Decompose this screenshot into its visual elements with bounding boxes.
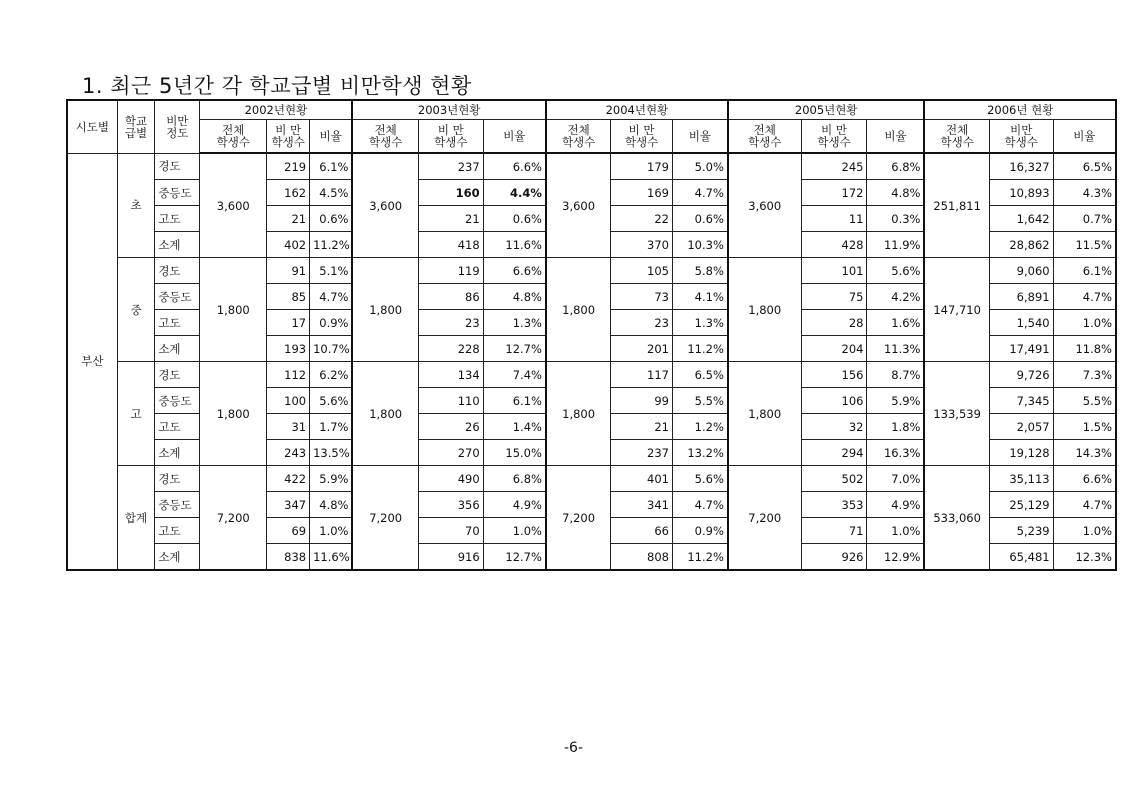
ratio-cell: 11.6%	[483, 232, 546, 258]
header-sub-row	[67, 120, 1116, 154]
ratio-cell: 8.7%	[867, 362, 925, 388]
header-ratio: 비율	[867, 120, 925, 154]
total-students-cell: 3,600	[546, 153, 611, 258]
ratio-cell: 12.9%	[867, 544, 925, 571]
obese-count-cell: 23	[418, 310, 483, 336]
obese-count-cell: 134	[418, 362, 483, 388]
ratio-cell: 6.8%	[483, 466, 546, 492]
table-row	[67, 362, 1116, 388]
degree-cell: 소계	[155, 544, 200, 571]
total-students-cell: 1,800	[546, 258, 611, 362]
ratio-cell: 0.6%	[483, 206, 546, 232]
school-level-cell: 중	[117, 258, 155, 362]
ratio-cell: 15.0%	[483, 440, 546, 466]
ratio-cell: 6.6%	[483, 258, 546, 284]
header-total-students: 전체 학생수	[728, 120, 801, 154]
ratio-cell: 4.7%	[1053, 284, 1116, 310]
ratio-cell: 1.4%	[483, 414, 546, 440]
ratio-cell: 6.6%	[483, 153, 546, 180]
obese-count-cell: 270	[418, 440, 483, 466]
ratio-cell: 4.9%	[483, 492, 546, 518]
ratio-cell: 11.2%	[310, 232, 353, 258]
page-number: -6-	[563, 740, 583, 756]
ratio-cell: 7.0%	[867, 466, 925, 492]
ratio-cell: 1.7%	[310, 414, 353, 440]
obese-count-cell: 245	[801, 153, 867, 180]
degree-cell: 중등도	[155, 284, 200, 310]
header-total-students: 전체 학생수	[924, 120, 989, 154]
obese-count-cell: 179	[611, 153, 673, 180]
obese-count-cell: 26	[418, 414, 483, 440]
obese-count-cell: 370	[611, 232, 673, 258]
ratio-cell: 13.5%	[310, 440, 353, 466]
table-row	[67, 466, 1116, 492]
ratio-cell: 11.2%	[672, 544, 727, 571]
obese-count-cell: 2,057	[989, 414, 1053, 440]
obese-count-cell: 112	[267, 362, 310, 388]
header-obese-students: 비 만 학생수	[418, 120, 483, 154]
obese-count-cell: 11	[801, 206, 867, 232]
ratio-cell: 7.4%	[483, 362, 546, 388]
obese-count-cell: 162	[267, 180, 310, 206]
ratio-cell: 4.5%	[310, 180, 353, 206]
obese-count-cell: 21	[267, 206, 310, 232]
obese-count-cell: 105	[611, 258, 673, 284]
page-title: 1. 최근 5년간 각 학교급별 비만학생 현황	[82, 74, 472, 98]
table-row	[67, 153, 1116, 180]
region-cell: 부산	[67, 153, 117, 570]
total-students-cell: 7,200	[352, 466, 418, 571]
ratio-cell: 4.7%	[310, 284, 353, 310]
ratio-cell: 1.6%	[867, 310, 925, 336]
ratio-cell: 5.6%	[310, 388, 353, 414]
obese-count-cell: 926	[801, 544, 867, 571]
obese-count-cell: 119	[418, 258, 483, 284]
header-school-level: 학교 급별	[117, 100, 155, 153]
total-students-cell: 3,600	[352, 153, 418, 258]
header-obesity-degree: 비만 정도	[155, 100, 200, 153]
obese-count-cell: 490	[418, 466, 483, 492]
ratio-cell: 0.9%	[672, 518, 727, 544]
degree-cell: 경도	[155, 466, 200, 492]
obese-count-cell: 23	[611, 310, 673, 336]
obese-count-cell: 71	[801, 518, 867, 544]
obese-count-cell: 65,481	[989, 544, 1053, 571]
total-students-cell: 1,800	[200, 258, 267, 362]
obese-count-cell: 353	[801, 492, 867, 518]
ratio-cell: 5.6%	[672, 466, 727, 492]
ratio-cell: 5.5%	[672, 388, 727, 414]
ratio-cell: 0.6%	[672, 206, 727, 232]
obese-count-cell: 237	[418, 153, 483, 180]
degree-cell: 경도	[155, 258, 200, 284]
ratio-cell: 5.9%	[867, 388, 925, 414]
obese-count-cell: 172	[801, 180, 867, 206]
ratio-cell: 12.3%	[1053, 544, 1116, 571]
total-students-cell: 1,800	[728, 362, 801, 466]
ratio-cell: 4.7%	[1053, 492, 1116, 518]
obese-count-cell: 117	[611, 362, 673, 388]
degree-cell: 중등도	[155, 180, 200, 206]
header-year: 2003년현황	[352, 100, 545, 120]
ratio-cell: 7.3%	[1053, 362, 1116, 388]
obese-count-cell: 7,345	[989, 388, 1053, 414]
degree-cell: 중등도	[155, 388, 200, 414]
ratio-cell: 4.8%	[483, 284, 546, 310]
total-students-cell: 1,800	[546, 362, 611, 466]
header-region: 시도별	[67, 100, 117, 153]
ratio-cell: 4.2%	[867, 284, 925, 310]
header-total-students: 전체 학생수	[546, 120, 611, 154]
obese-count-cell: 9,060	[989, 258, 1053, 284]
header-year-row	[67, 100, 1116, 120]
obese-count-cell: 17	[267, 310, 310, 336]
header-ratio: 비율	[483, 120, 546, 154]
header-ratio: 비율	[672, 120, 727, 154]
obese-count-cell: 91	[267, 258, 310, 284]
obese-count-cell: 110	[418, 388, 483, 414]
obese-count-cell: 100	[267, 388, 310, 414]
obese-count-cell: 502	[801, 466, 867, 492]
ratio-cell: 11.9%	[867, 232, 925, 258]
obese-count-cell: 17,491	[989, 336, 1053, 362]
ratio-cell: 6.5%	[1053, 153, 1116, 180]
ratio-cell: 1.0%	[1053, 518, 1116, 544]
header-obese-students: 비 만 학생수	[611, 120, 673, 154]
ratio-cell: 1.0%	[310, 518, 353, 544]
obese-count-cell: 1,540	[989, 310, 1053, 336]
school-level-cell: 초	[117, 153, 155, 258]
ratio-cell: 6.2%	[310, 362, 353, 388]
school-level-cell: 고	[117, 362, 155, 466]
obese-count-cell: 86	[418, 284, 483, 310]
obese-count-cell: 21	[611, 414, 673, 440]
header-obese-students: 비 만 학생수	[267, 120, 310, 154]
obese-count-cell: 32	[801, 414, 867, 440]
obese-count-cell: 106	[801, 388, 867, 414]
ratio-cell: 1.8%	[867, 414, 925, 440]
total-students-cell: 147,710	[924, 258, 989, 362]
obese-count-cell: 428	[801, 232, 867, 258]
obese-count-cell: 10,893	[989, 180, 1053, 206]
obese-count-cell: 193	[267, 336, 310, 362]
ratio-cell: 11.5%	[1053, 232, 1116, 258]
obese-count-cell: 66	[611, 518, 673, 544]
total-students-cell: 7,200	[546, 466, 611, 571]
degree-cell: 고도	[155, 518, 200, 544]
ratio-cell: 0.3%	[867, 206, 925, 232]
ratio-cell: 14.3%	[1053, 440, 1116, 466]
ratio-cell: 5.5%	[1053, 388, 1116, 414]
obese-count-cell: 16,327	[989, 153, 1053, 180]
header-year: 2002년현황	[200, 100, 353, 120]
ratio-cell: 0.6%	[310, 206, 353, 232]
obese-count-cell: 25,129	[989, 492, 1053, 518]
header-ratio: 비율	[1053, 120, 1116, 154]
header-ratio: 비율	[310, 120, 353, 154]
total-students-cell: 3,600	[200, 153, 267, 258]
obese-count-cell: 160	[418, 180, 483, 206]
header-obese-students: 비만 학생수	[989, 120, 1053, 154]
header-year: 2006년 현황	[924, 100, 1116, 120]
total-students-cell: 3,600	[728, 153, 801, 258]
obese-count-cell: 19,128	[989, 440, 1053, 466]
obese-count-cell: 219	[267, 153, 310, 180]
ratio-cell: 13.2%	[672, 440, 727, 466]
ratio-cell: 1.2%	[672, 414, 727, 440]
degree-cell: 소계	[155, 440, 200, 466]
obese-count-cell: 69	[267, 518, 310, 544]
header-total-students: 전체 학생수	[200, 120, 267, 154]
obese-count-cell: 204	[801, 336, 867, 362]
header-obese-students: 비 만 학생수	[801, 120, 867, 154]
obese-count-cell: 22	[611, 206, 673, 232]
ratio-cell: 6.1%	[483, 388, 546, 414]
ratio-cell: 4.3%	[1053, 180, 1116, 206]
total-students-cell: 133,539	[924, 362, 989, 466]
ratio-cell: 6.5%	[672, 362, 727, 388]
obese-count-cell: 916	[418, 544, 483, 571]
degree-cell: 고도	[155, 310, 200, 336]
obese-count-cell: 228	[418, 336, 483, 362]
ratio-cell: 5.9%	[310, 466, 353, 492]
ratio-cell: 11.2%	[672, 336, 727, 362]
degree-cell: 소계	[155, 232, 200, 258]
total-students-cell: 251,811	[924, 153, 989, 258]
obese-count-cell: 402	[267, 232, 310, 258]
obese-count-cell: 418	[418, 232, 483, 258]
ratio-cell: 0.7%	[1053, 206, 1116, 232]
obesity-statistics-table	[66, 99, 1117, 571]
degree-cell: 경도	[155, 362, 200, 388]
degree-cell: 경도	[155, 153, 200, 180]
obese-count-cell: 422	[267, 466, 310, 492]
obese-count-cell: 73	[611, 284, 673, 310]
ratio-cell: 1.0%	[483, 518, 546, 544]
total-students-cell: 1,800	[352, 362, 418, 466]
obese-count-cell: 838	[267, 544, 310, 571]
ratio-cell: 0.9%	[310, 310, 353, 336]
obese-count-cell: 85	[267, 284, 310, 310]
ratio-cell: 1.3%	[483, 310, 546, 336]
obese-count-cell: 201	[611, 336, 673, 362]
obese-count-cell: 1,642	[989, 206, 1053, 232]
header-total-students: 전체 학생수	[352, 120, 418, 154]
obese-count-cell: 341	[611, 492, 673, 518]
obese-count-cell: 237	[611, 440, 673, 466]
degree-cell: 고도	[155, 414, 200, 440]
obese-count-cell: 808	[611, 544, 673, 571]
obese-count-cell: 6,891	[989, 284, 1053, 310]
obese-count-cell: 35,113	[989, 466, 1053, 492]
obese-count-cell: 9,726	[989, 362, 1053, 388]
ratio-cell: 1.5%	[1053, 414, 1116, 440]
ratio-cell: 1.3%	[672, 310, 727, 336]
table-body	[67, 153, 1116, 570]
ratio-cell: 5.0%	[672, 153, 727, 180]
ratio-cell: 4.8%	[310, 492, 353, 518]
total-students-cell: 533,060	[924, 466, 989, 571]
ratio-cell: 4.4%	[483, 180, 546, 206]
obese-count-cell: 156	[801, 362, 867, 388]
ratio-cell: 4.1%	[672, 284, 727, 310]
ratio-cell: 4.7%	[672, 492, 727, 518]
obese-count-cell: 99	[611, 388, 673, 414]
obese-count-cell: 21	[418, 206, 483, 232]
obese-count-cell: 28	[801, 310, 867, 336]
ratio-cell: 12.7%	[483, 336, 546, 362]
table-header	[67, 100, 1116, 153]
obese-count-cell: 70	[418, 518, 483, 544]
ratio-cell: 12.7%	[483, 544, 546, 571]
obese-count-cell: 75	[801, 284, 867, 310]
ratio-cell: 11.8%	[1053, 336, 1116, 362]
ratio-cell: 5.1%	[310, 258, 353, 284]
ratio-cell: 4.8%	[867, 180, 925, 206]
obese-count-cell: 31	[267, 414, 310, 440]
ratio-cell: 10.3%	[672, 232, 727, 258]
obese-count-cell: 294	[801, 440, 867, 466]
total-students-cell: 1,800	[728, 258, 801, 362]
header-year: 2005년현황	[728, 100, 925, 120]
ratio-cell: 6.8%	[867, 153, 925, 180]
degree-cell: 고도	[155, 206, 200, 232]
obese-count-cell: 101	[801, 258, 867, 284]
obese-count-cell: 28,862	[989, 232, 1053, 258]
obese-count-cell: 347	[267, 492, 310, 518]
obese-count-cell: 401	[611, 466, 673, 492]
ratio-cell: 6.6%	[1053, 466, 1116, 492]
obese-count-cell: 169	[611, 180, 673, 206]
ratio-cell: 11.3%	[867, 336, 925, 362]
header-year: 2004년현황	[546, 100, 728, 120]
total-students-cell: 1,800	[200, 362, 267, 466]
table-row	[67, 258, 1116, 284]
obese-count-cell: 243	[267, 440, 310, 466]
ratio-cell: 1.0%	[1053, 310, 1116, 336]
ratio-cell: 11.6%	[310, 544, 353, 571]
total-students-cell: 7,200	[728, 466, 801, 571]
degree-cell: 중등도	[155, 492, 200, 518]
obese-count-cell: 5,239	[989, 518, 1053, 544]
ratio-cell: 6.1%	[1053, 258, 1116, 284]
ratio-cell: 5.8%	[672, 258, 727, 284]
ratio-cell: 4.7%	[672, 180, 727, 206]
ratio-cell: 10.7%	[310, 336, 353, 362]
degree-cell: 소계	[155, 336, 200, 362]
ratio-cell: 6.1%	[310, 153, 353, 180]
ratio-cell: 4.9%	[867, 492, 925, 518]
school-level-cell: 합계	[117, 466, 155, 571]
total-students-cell: 1,800	[352, 258, 418, 362]
obese-count-cell: 356	[418, 492, 483, 518]
ratio-cell: 1.0%	[867, 518, 925, 544]
ratio-cell: 5.6%	[867, 258, 925, 284]
ratio-cell: 16.3%	[867, 440, 925, 466]
total-students-cell: 7,200	[200, 466, 267, 571]
